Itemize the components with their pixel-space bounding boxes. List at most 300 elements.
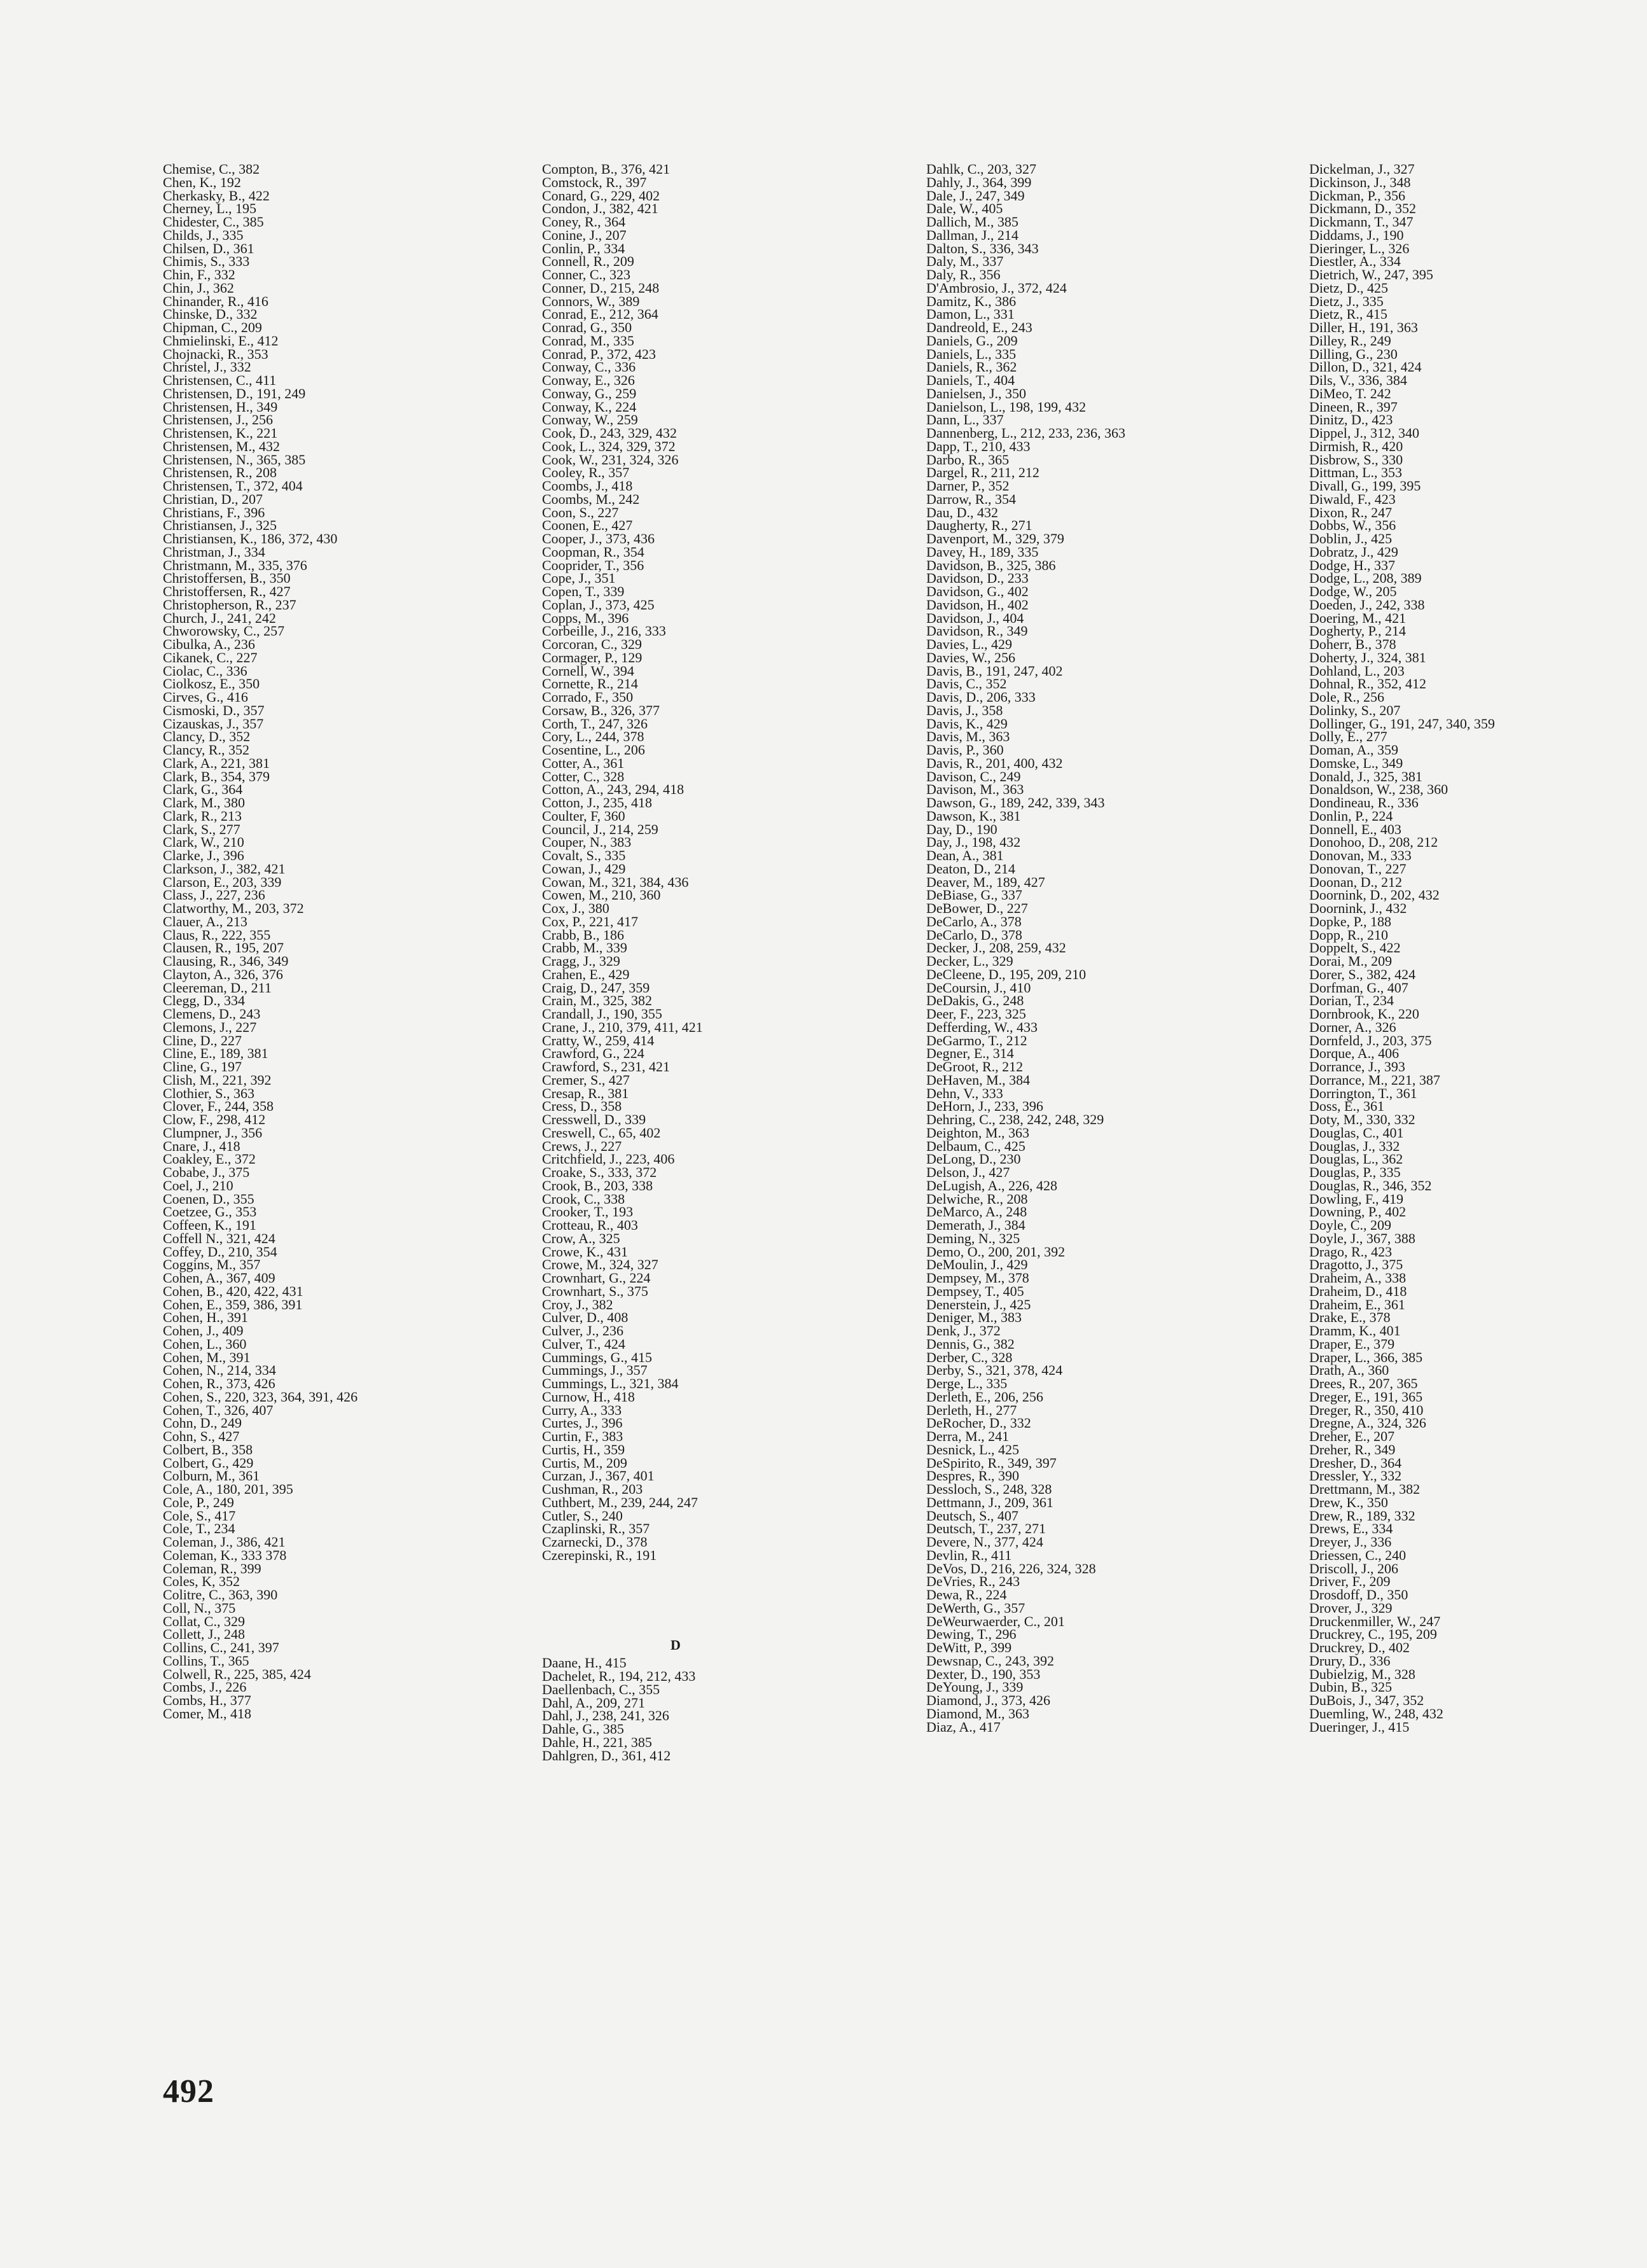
index-entry: Colbert, G., 429 (163, 1454, 254, 1471)
index-entry: Dickmann, T., 347 (1309, 214, 1414, 230)
index-entry: Council, J., 214, 259 (542, 821, 658, 837)
index-entry: Doss, E., 361 (1309, 1098, 1384, 1115)
index-entry: Cooley, R., 357 (542, 464, 630, 481)
index-entry: Christoffersen, R., 427 (163, 583, 291, 599)
index-entry: Despres, R., 390 (926, 1468, 1020, 1484)
index-entry: Daellenbach, C., 355 (542, 1681, 660, 1697)
index-entry: Coll, N., 375 (163, 1599, 236, 1616)
index-entry: Crain, M., 325, 382 (542, 992, 652, 1009)
index-entry: Chojnacki, R., 353 (163, 345, 268, 362)
index-entry: Cornell, W., 394 (542, 662, 634, 679)
index-entry: Dirmish, R., 420 (1309, 438, 1403, 454)
index-entry: DeCarlo, D., 378 (926, 926, 1022, 943)
index-entry: Deighton, M., 363 (926, 1124, 1029, 1141)
index-entry: Colburn, M., 361 (163, 1468, 260, 1484)
index-entry: Davidson, J., 404 (926, 609, 1024, 626)
index-entry: Curzan, J., 367, 401 (542, 1468, 655, 1484)
index-entry: Cushman, R., 203 (542, 1481, 643, 1497)
index-entry: Cirves, G., 416 (163, 689, 248, 705)
index-entry: Douglas, C., 401 (1309, 1124, 1404, 1141)
index-entry: Donaldson, W., 238, 360 (1309, 781, 1449, 798)
index-entry: Czerepinski, R., 191 (542, 1547, 657, 1563)
index-entry: Cibulka, A., 236 (163, 636, 255, 652)
index-entry: Cherkasky, B., 422 (163, 187, 270, 204)
index-entry: Cooprider, T., 356 (542, 557, 644, 573)
index-column-1 (163, 163, 519, 1721)
index-entry: Cummings, J., 357 (542, 1362, 648, 1379)
index-entry: Coffey, D., 210, 354 (163, 1243, 277, 1260)
index-entry: Claus, R., 222, 355 (163, 926, 271, 943)
index-entry: Dreher, E., 207 (1309, 1428, 1395, 1444)
index-entry: DeMoulin, J., 429 (926, 1256, 1028, 1273)
index-entry: Colbert, B., 358 (163, 1441, 253, 1458)
index-entry: Cikanek, C., 227 (163, 649, 258, 665)
index-entry: Collett, J., 248 (163, 1626, 245, 1643)
index-entry: Dinitz, D., 423 (1309, 412, 1393, 428)
index-entry: Decker, L., 329 (926, 953, 1013, 969)
index-entry: Doblin, J., 425 (1309, 531, 1393, 546)
index-entry: Drake, E., 378 (1309, 1309, 1391, 1326)
index-entry: Cohen, S., 220, 323, 364, 391, 426 (163, 1388, 358, 1405)
index-entry: Clemons, J., 227 (163, 1019, 257, 1035)
index-entry: Dorer, S., 382, 424 (1309, 966, 1416, 982)
index-entry: Compton, B., 376, 421 (542, 161, 671, 177)
index-entry: Davis, M., 363 (926, 728, 1010, 745)
index-entry: Conway, W., 259 (542, 412, 638, 428)
index-entry: Dippel, J., 312, 340 (1309, 425, 1419, 441)
index-entry: Chinander, R., 416 (163, 293, 268, 309)
index-entry: Christensen, K., 221 (163, 425, 278, 441)
index-entry: Connell, R., 209 (542, 253, 634, 270)
index-entry: Crotteau, R., 403 (542, 1217, 638, 1233)
index-entry: DeHaven, M., 384 (926, 1071, 1031, 1088)
index-entry: Clumpner, J., 356 (163, 1124, 263, 1141)
index-entry: Donnell, E., 403 (1309, 821, 1401, 837)
index-entry: Derber, C., 328 (926, 1349, 1013, 1365)
index-entry: Critchfield, J., 223, 406 (542, 1151, 675, 1167)
index-entry: Crahen, E., 429 (542, 966, 630, 982)
index-entry: Collins, T., 365 (163, 1652, 249, 1669)
index-entry: Clow, F., 298, 412 (163, 1111, 266, 1127)
index-entry: Coleman, J., 386, 421 (163, 1534, 286, 1550)
index-entry: Collat, C., 329 (163, 1613, 245, 1629)
index-entry: Dietz, J., 335 (1309, 293, 1384, 309)
index-entry: DeYoung, J., 339 (926, 1679, 1024, 1695)
index-entry: DiMeo, T. 242 (1309, 385, 1391, 401)
index-entry: Clancy, D., 352 (163, 728, 251, 745)
index-entry: Cobabe, J., 375 (163, 1164, 250, 1180)
index-entry: Doyle, J., 367, 388 (1309, 1230, 1415, 1246)
index-entry: Deutsch, T., 237, 271 (926, 1520, 1046, 1537)
index-entry: DeHorn, J., 233, 396 (926, 1098, 1043, 1115)
index-entry: DeLugish, A., 226, 428 (926, 1177, 1057, 1193)
index-entry: Donohoo, D., 208, 212 (1309, 834, 1438, 851)
index-entry: DeWerth, G., 357 (926, 1599, 1025, 1616)
index-entry: Chmielinski, E., 412 (163, 332, 279, 349)
index-entry: Devlin, R., 411 (926, 1547, 1012, 1563)
index-entry: Darbo, R., 365 (926, 451, 1010, 468)
index-entry: Chidester, C., 385 (163, 214, 264, 230)
index-entry: D'Ambrosio, J., 372, 424 (926, 279, 1067, 296)
index-entry: Clark, M., 380 (163, 795, 245, 810)
index-entry: Cummings, G., 415 (542, 1349, 652, 1365)
index-entry: Dubielzig, M., 328 (1309, 1666, 1415, 1682)
index-entry: Davidson, H., 402 (926, 596, 1029, 613)
index-entry: Class, J., 227, 236 (163, 887, 265, 903)
index-entry: Childs, J., 335 (163, 226, 244, 243)
index-entry: Coon, S., 227 (542, 504, 619, 520)
index-entry: Christiansen, K., 186, 372, 430 (163, 531, 338, 546)
index-entry: Delbaum, C., 425 (926, 1137, 1025, 1154)
index-entry: Clark, G., 364 (163, 781, 243, 798)
index-entry: Clover, F., 244, 358 (163, 1098, 274, 1115)
index-entry: Dondineau, R., 336 (1309, 795, 1419, 810)
index-entry: Cresswell, D., 339 (542, 1111, 646, 1127)
index-entry: Dramm, K., 401 (1309, 1323, 1401, 1339)
index-entry: Douglas, J., 332 (1309, 1137, 1400, 1154)
index-entry: Cornette, R., 214 (542, 676, 638, 692)
index-entry: Demerath, J., 384 (926, 1217, 1025, 1233)
index-entry: Druckrey, C., 195, 209 (1309, 1626, 1437, 1643)
index-entry: Dillon, D., 321, 424 (1309, 359, 1422, 375)
index-entry: Coombs, J., 418 (542, 478, 633, 494)
index-entry: Disbrow, S., 330 (1309, 451, 1403, 468)
index-entry: Ciolkosz, E., 350 (163, 676, 260, 692)
index-entry: Cohn, D., 249 (163, 1415, 242, 1431)
index-column-2 (542, 163, 898, 1762)
index-entry: Deniger, M., 383 (926, 1309, 1022, 1326)
index-entry: Darner, P., 352 (926, 478, 1010, 494)
index-entry: Drago, R., 423 (1309, 1243, 1393, 1260)
index-entry: Crow, A., 325 (542, 1230, 620, 1246)
index-entry: Christopherson, R., 237 (163, 596, 296, 613)
index-entry: Crooker, T., 193 (542, 1204, 634, 1220)
index-entry: Draheim, E., 361 (1309, 1296, 1405, 1312)
index-entry: Conlin, P., 334 (542, 240, 625, 256)
index-entry: Culver, D., 408 (542, 1309, 629, 1326)
index-entry: Christmann, M., 335, 376 (163, 557, 307, 573)
index-entry: Crane, J., 210, 379, 411, 421 (542, 1019, 703, 1035)
index-entry: Conway, K., 224 (542, 398, 637, 415)
index-entry: Coles, K, 352 (163, 1573, 240, 1590)
index-entry: Coombs, M., 242 (542, 490, 640, 507)
index-entry: Dickinson, J., 348 (1309, 174, 1411, 190)
index-entry: Dorrance, M., 221, 387 (1309, 1071, 1440, 1088)
index-entry: Comstock, R., 397 (542, 174, 647, 190)
index-entry: Dresher, D., 364 (1309, 1454, 1402, 1471)
index-entry: Cook, W., 231, 324, 326 (542, 451, 679, 468)
index-entry: Dobbs, W., 356 (1309, 517, 1396, 534)
index-entry: Dowling, F., 419 (1309, 1190, 1403, 1207)
index-entry: Dollinger, G., 191, 247, 340, 359 (1309, 715, 1495, 732)
index-entry: Doering, M., 421 (1309, 609, 1407, 626)
index-entry: Dau, D., 432 (926, 504, 999, 520)
index-entry: Cline, G., 197 (163, 1059, 242, 1075)
index-entry: Dandreold, E., 243 (926, 319, 1032, 335)
index-entry: Clausing, R., 346, 349 (163, 953, 289, 969)
index-entry: Derby, S., 321, 378, 424 (926, 1362, 1063, 1379)
index-entry: Dopp, R., 210 (1309, 926, 1389, 943)
index-entry: Drew, K., 350 (1309, 1494, 1388, 1510)
index-entry: Chilsen, D., 361 (163, 240, 254, 256)
index-entry: Dickmann, D., 352 (1309, 200, 1417, 217)
index-entry: Conard, G., 229, 402 (542, 187, 660, 204)
index-entry: Dahlgren, D., 361, 412 (542, 1747, 671, 1764)
index-entry: Davidson, G., 402 (926, 583, 1029, 599)
index-entry: Driscoll, J., 206 (1309, 1560, 1398, 1576)
index-entry: Crabb, B., 186 (542, 926, 624, 943)
index-entry: Dorfman, G., 407 (1309, 979, 1408, 996)
index-entry: Cohen, J., 409 (163, 1323, 244, 1339)
index-entry: Cremer, S., 427 (542, 1071, 630, 1088)
index-entry: Davidson, D., 233 (926, 570, 1029, 587)
index-entry: Cole, P., 249 (163, 1494, 234, 1510)
index-entry: Cole, T., 234 (163, 1520, 235, 1537)
index-entry: Dils, V., 336, 384 (1309, 372, 1407, 388)
index-entry: Donovan, M., 333 (1309, 847, 1412, 863)
index-entry: Cratty, W., 259, 414 (542, 1032, 655, 1048)
index-entry: Denk, J., 372 (926, 1323, 1001, 1339)
index-entry: Danielsen, J., 350 (926, 385, 1027, 401)
index-entry: Drees, R., 207, 365 (1309, 1375, 1418, 1391)
index-entry: Chworowsky, C., 257 (163, 623, 285, 639)
index-entry: DeVries, R., 243 (926, 1573, 1020, 1590)
index-entry: Davis, B., 191, 247, 402 (926, 662, 1063, 679)
index-entry: Diddams, J., 190 (1309, 226, 1404, 243)
index-entry: Conner, D., 215, 248 (542, 279, 660, 296)
index-entry: Daly, M., 337 (926, 253, 1004, 270)
index-entry: Clarson, E., 203, 339 (163, 873, 282, 890)
index-entry: Deaver, M., 189, 427 (926, 873, 1045, 890)
index-entry: Drettmann, M., 382 (1309, 1481, 1421, 1497)
index-entry: Combs, H., 377 (163, 1692, 251, 1708)
index-entry: Clark, S., 277 (163, 821, 240, 837)
index-entry: Davenport, M., 329, 379 (926, 531, 1064, 546)
index-entry: Clarke, J., 396 (163, 847, 244, 863)
index-entry: Crews, J., 227 (542, 1137, 622, 1154)
index-entry: Crowe, K., 431 (542, 1243, 629, 1260)
index-entry: Drosdoff, D., 350 (1309, 1587, 1408, 1603)
index-entry: Crook, C., 338 (542, 1190, 625, 1207)
index-entry: Coffeen, K., 191 (163, 1217, 256, 1233)
index-entry: Derleth, E., 206, 256 (926, 1388, 1043, 1405)
index-entry: DeWitt, P., 399 (926, 1639, 1012, 1655)
index-entry: Davison, M., 363 (926, 781, 1024, 798)
index-entry: Coney, R., 364 (542, 214, 626, 230)
index-entry: Douglas, L., 362 (1309, 1151, 1403, 1167)
index-entry: Dickelman, J., 327 (1309, 161, 1415, 177)
index-entry: Cotter, A., 361 (542, 755, 625, 771)
index-entry: DeVos, D., 216, 226, 324, 328 (926, 1560, 1096, 1576)
index-entry: Dodge, W., 205 (1309, 583, 1397, 599)
index-entry: Dale, J., 247, 349 (926, 187, 1025, 204)
index-entry: Dewa, R., 224 (926, 1587, 1007, 1603)
index-entry: Chinske, D., 332 (163, 306, 258, 323)
index-entry: Conrad, E., 212, 364 (542, 306, 658, 323)
index-entry: Dorrance, J., 393 (1309, 1059, 1405, 1075)
index-entry: Draheim, A., 338 (1309, 1270, 1407, 1286)
index-entry: DeWeurwaerder, C., 201 (926, 1613, 1065, 1629)
index-entry: Cole, S., 417 (163, 1507, 236, 1524)
index-entry: Clothier, S., 363 (163, 1085, 254, 1101)
index-entry: Covalt, S., 335 (542, 847, 626, 863)
index-entry: Davis, K., 429 (926, 715, 1008, 732)
index-entry: Chipman, C., 209 (163, 319, 262, 335)
index-entry: Cohen, N., 214, 334 (163, 1362, 276, 1379)
index-entry: Dolly, E., 277 (1309, 728, 1387, 745)
index-entry: Coleman, K., 333 378 (163, 1547, 287, 1563)
index-entry: DeCarlo, A., 378 (926, 913, 1022, 929)
index-entry: Doonan, D., 212 (1309, 873, 1403, 890)
index-entry: Coenen, D., 355 (163, 1190, 254, 1207)
index-entry: Delson, J., 427 (926, 1164, 1010, 1180)
index-entry: Dietrich, W., 247, 395 (1309, 267, 1433, 282)
index-entry: Cohen, L., 360 (163, 1335, 247, 1352)
index-entry: Dole, R., 256 (1309, 689, 1384, 705)
index-entry: Dilley, R., 249 (1309, 332, 1391, 349)
index-entry: Dean, A., 381 (926, 847, 1004, 863)
index-entry: Christian, D., 207 (163, 490, 263, 507)
index-entry: Crook, B., 203, 338 (542, 1177, 653, 1193)
index-entry: Crownhart, G., 224 (542, 1270, 651, 1286)
index-entry: Coel, J., 210 (163, 1177, 233, 1193)
index-entry: Derge, L., 335 (926, 1375, 1008, 1391)
index-entry: Dolinky, S., 207 (1309, 702, 1401, 718)
index-entry: Christensen, J., 256 (163, 412, 273, 428)
index-entry: Dittman, L., 353 (1309, 464, 1403, 481)
index-entry: Defferding, W., 433 (926, 1019, 1038, 1035)
index-entry: Davidson, B., 325, 386 (926, 557, 1056, 573)
index-entry: Copen, T., 339 (542, 583, 625, 599)
index-entry: Conine, J., 207 (542, 226, 627, 243)
index-entry: Curtis, M., 209 (542, 1454, 627, 1471)
index-entry: Draper, L., 366, 385 (1309, 1349, 1423, 1365)
index-entry: DuBois, J., 347, 352 (1309, 1692, 1424, 1708)
index-entry: Dodge, H., 337 (1309, 557, 1396, 573)
index-entry: Corsaw, B., 326, 377 (542, 702, 660, 718)
index-entry: DeRocher, D., 332 (926, 1415, 1031, 1431)
index-entry: DeSpirito, R., 349, 397 (926, 1454, 1057, 1471)
index-entry: Colwell, R., 225, 385, 424 (163, 1666, 311, 1682)
index-entry: Curtis, H., 359 (542, 1441, 625, 1458)
index-entry: Dodge, L., 208, 389 (1309, 570, 1422, 587)
index-entry: Doty, M., 330, 332 (1309, 1111, 1415, 1127)
index-entry: Dragotto, J., 375 (1309, 1256, 1403, 1273)
index-entry: Dapp, T., 210, 433 (926, 438, 1031, 454)
index-entry: Couper, N., 383 (542, 834, 632, 851)
index-entry: Coplan, J., 373, 425 (542, 596, 655, 613)
index-entry: Davis, D., 206, 333 (926, 689, 1036, 705)
index-entry: Draper, E., 379 (1309, 1335, 1395, 1352)
index-entry: Davis, R., 201, 400, 432 (926, 755, 1063, 771)
index-entry: Colitre, C., 363, 390 (163, 1587, 278, 1603)
index-entry: Diamond, M., 363 (926, 1705, 1029, 1722)
index-entry: Drury, D., 336 (1309, 1652, 1391, 1669)
index-entry: Dueringer, J., 415 (1309, 1718, 1410, 1735)
index-entry: Clausen, R., 195, 207 (163, 940, 284, 956)
index-entry: Conway, G., 259 (542, 385, 637, 401)
index-entry: Davison, C., 249 (926, 768, 1021, 784)
index-entry: Christensen, R., 208 (163, 464, 277, 481)
index-entry: Crawford, G., 224 (542, 1045, 644, 1062)
index-entry: Clayton, A., 326, 376 (163, 966, 283, 982)
index-entry: Clark, W., 210 (163, 834, 244, 851)
index-entry: Cleereman, D., 211 (163, 979, 272, 996)
index-entry: Cnare, J., 418 (163, 1137, 240, 1154)
index-entry: Coonen, E., 427 (542, 517, 633, 534)
index-entry: Curtin, F., 383 (542, 1428, 623, 1444)
index-entry: Devere, N., 377, 424 (926, 1534, 1043, 1550)
index-entry: DeGarmo, T., 212 (926, 1032, 1027, 1048)
index-entry: DeGroot, R., 212 (926, 1059, 1024, 1075)
index-entry: Crowe, M., 324, 327 (542, 1256, 658, 1273)
index-entry: Diamond, J., 373, 426 (926, 1692, 1050, 1708)
index-entry: Dornbrook, K., 220 (1309, 1006, 1419, 1022)
index-entry: Duemling, W., 248, 432 (1309, 1705, 1443, 1722)
index-entry: Decker, J., 208, 259, 432 (926, 940, 1066, 956)
index-entry: Corth, T., 247, 326 (542, 715, 648, 732)
index-entry: Church, J., 241, 242 (163, 609, 276, 626)
index-entry: Dahlk, C., 203, 327 (926, 161, 1036, 177)
index-entry: Conrad, G., 350 (542, 319, 632, 335)
index-entry: Cook, L., 324, 329, 372 (542, 438, 676, 454)
index-entry: Dempsey, T., 405 (926, 1283, 1024, 1299)
index-entry: Dubin, B., 325 (1309, 1679, 1393, 1695)
index-entry: Davis, P., 360 (926, 742, 1004, 758)
index-entry: Derleth, H., 277 (926, 1402, 1017, 1418)
index-entry: Cohen, A., 367, 409 (163, 1270, 275, 1286)
index-entry: Cotton, A., 243, 294, 418 (542, 781, 685, 798)
index-entry: Daniels, T., 404 (926, 372, 1015, 388)
index-entry: Coulter, F, 360 (542, 807, 625, 824)
index-entry: Cline, D., 227 (163, 1032, 242, 1048)
index-entry: Czarnecki, D., 378 (542, 1534, 648, 1550)
index-entry: Day, D., 190 (926, 821, 997, 837)
index-entry: Diaz, A., 417 (926, 1718, 1001, 1735)
index-entry: Dopke, P., 188 (1309, 913, 1391, 929)
index-entry: Christiansen, J., 325 (163, 517, 277, 534)
index-entry: Corcoran, C., 329 (542, 636, 643, 652)
index-entry: Conway, E., 326 (542, 372, 635, 388)
index-entry: Dorian, T., 234 (1309, 992, 1394, 1009)
index-entry: Daniels, L., 335 (926, 345, 1017, 362)
index-entry: Cox, J., 380 (542, 900, 609, 916)
index-entry: Dornfeld, J., 203, 375 (1309, 1032, 1432, 1048)
index-entry: Daane, H., 415 (542, 1655, 627, 1671)
index-entry: Druckenmiller, W., 247 (1309, 1613, 1441, 1629)
index-entry: Creswell, C., 65, 402 (542, 1124, 661, 1141)
index-entry: Christensen, N., 365, 385 (163, 451, 306, 468)
index-entry: DeBiase, G., 337 (926, 887, 1022, 903)
index-entry: Dreyer, J., 336 (1309, 1534, 1392, 1550)
index-entry: Doppelt, S., 422 (1309, 940, 1401, 956)
index-entry: Crandall, J., 190, 355 (542, 1006, 662, 1022)
index-entry: Dalton, S., 336, 343 (926, 240, 1039, 256)
index-entry: Clegg, D., 334 (163, 992, 245, 1009)
index-entry: Clatworthy, M., 203, 372 (163, 900, 304, 916)
index-entry: Drath, A., 360 (1309, 1362, 1389, 1379)
index-entry: Chin, F., 332 (163, 267, 235, 282)
index-entry: Drover, J., 329 (1309, 1599, 1393, 1616)
index-entry: Cragg, J., 329 (542, 953, 620, 969)
index-entry: Christensen, C., 411 (163, 372, 277, 388)
page-number: 492 (163, 2073, 214, 2110)
index-entry: Deming, N., 325 (926, 1230, 1020, 1246)
index-entry: Degner, E., 314 (926, 1045, 1014, 1062)
index-entry: Conway, C., 336 (542, 359, 636, 375)
index-entry: Coakley, E., 372 (163, 1151, 256, 1167)
index-entry: Cole, A., 180, 201, 395 (163, 1481, 293, 1497)
